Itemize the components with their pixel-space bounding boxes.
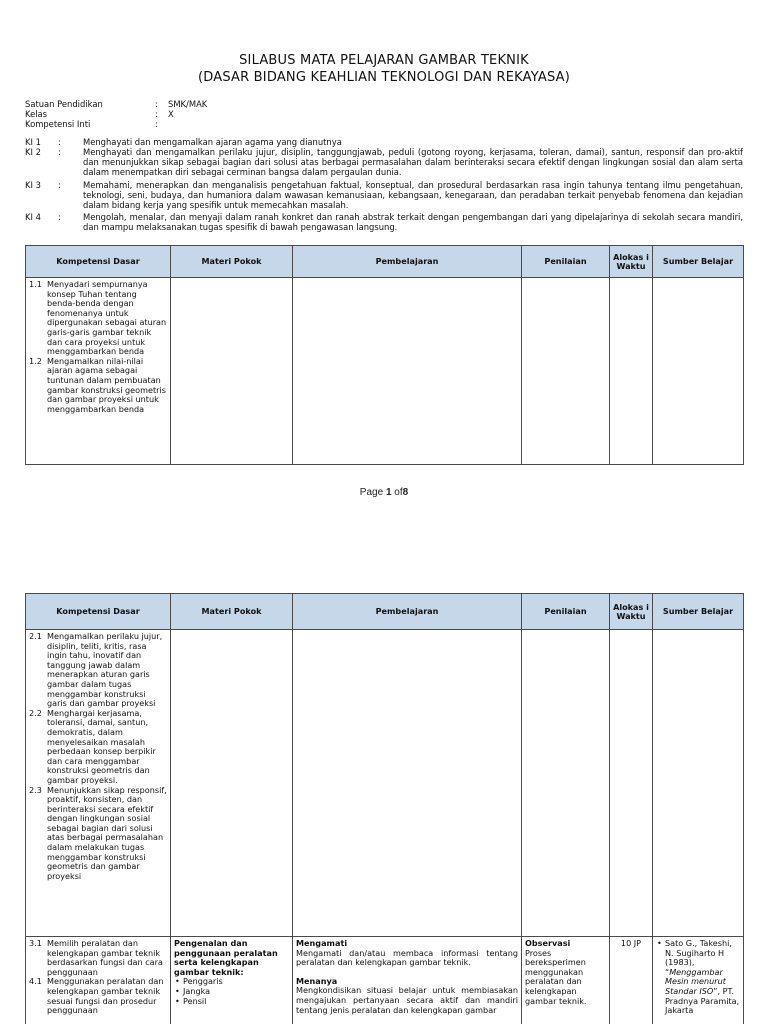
header-alokasi-waktu: Alokas i Waktu (610, 246, 653, 278)
sumber-cell (653, 937, 744, 1024)
materi-cell (171, 278, 293, 465)
kd-cell (26, 278, 171, 465)
materi-list (174, 977, 289, 1006)
header-penilaian: Penilaian (522, 246, 610, 278)
materi-title: Pengenalan dan penggunaan peralatan serta kelengkapan gambar teknik: (174, 938, 278, 977)
kd-item-2-2: 2.2 Menghargai kerjasama, toleransi, damai, santun, demokratis, dalam menyelesaikan masalah perbedaan konsep berpikir dan cara menggambar konstruksi geometris dan gambar proyeksi. (29, 707, 156, 785)
page-footer: Page 1 of8 (359, 487, 409, 498)
waktu-cell (610, 630, 653, 937)
kd-cell (26, 630, 171, 937)
kd-item-3-1: 3.1 Memilih peralatan dan kelengkapan gambar teknik berdasarkan fungsi dan cara penggunaan (29, 938, 163, 977)
table-row (26, 630, 744, 937)
current-page-number: 1 (385, 487, 392, 498)
kd-item-4-1: 4.1 Menggunakan peralatan dan kelengkapan gambar teknik sesuai fungsi dan prosedur penggunaan (29, 976, 164, 1016)
kd-item-1-2: 1.2 Mengamalkan nilai-nilai ajaran agama sebagai tuntunan dalam pembuatan gambar konstruksi geometris dan gambar proyeksi untuk menggambarkan benda (29, 355, 166, 414)
penilaian-cell (522, 630, 610, 937)
pembelajaran-cell (293, 278, 522, 465)
header-sumber-belajar: Sumber Belajar (653, 594, 744, 630)
header-pembelajaran: Pembelajaran (293, 246, 522, 278)
waktu-cell: 10 JP (610, 937, 653, 1024)
sumber-cell (653, 278, 744, 465)
list-item: • Penggaris (174, 977, 289, 987)
pembelajaran-heading-menanya: Menanya (296, 975, 338, 986)
document-page-2 (0, 540, 768, 1024)
kd-item-1-1: 1.1 Menyadari sempurnanya konsep Tuhan tentang benda-benda dengan fenomenanya untuk dipergunakan sebagai aturan garis-garis gambar teknik dan cara proyeksi untuk menggambarkan benda (29, 279, 167, 357)
waktu-cell (610, 278, 653, 465)
table-header-row (26, 594, 744, 630)
header-pembelajaran: Pembelajaran (293, 594, 522, 630)
table-row (26, 278, 744, 465)
kd-item-2-3: 2.3 Menunjukkan sikap responsif, proaktif, konsisten, dan berinteraksi secara efektif dengan lingkungan sosial sebagai bagian dari solusi atas berbagai permasalahan dalam melakukan tugas menggambar konstruksi geometris dan gambar proyeksi (29, 784, 167, 881)
pembelajaran-cell (293, 937, 522, 1024)
list-item: • Jangka (174, 987, 289, 997)
list-item: • Pensil (174, 997, 289, 1007)
ki-1: KI 1 : Menghayati dan mengamalkan ajaran agama yang dianutnya (25, 137, 342, 147)
syllabus-table-page-2 (25, 593, 744, 1024)
header-penilaian: Penilaian (522, 594, 610, 630)
pembelajaran-text-mengamati: Mengamati dan/atau membaca informasi tentang peralatan dan kelengkapan gambar teknik. (296, 947, 518, 968)
ki-2: KI 2 : Menghayati dan mengamalkan perilaku jujur, disiplin, tanggungjawab, peduli (gotong royong, kerjasama, toleran, damai), santun, responsif dan pro-aktif dan menunjukkan sikap sebagai bagian dari solusi atas berbagai permasalahan dalam berinteraksi secara efektif dengan lingkungan sosial dan alam serta dalam menempatkan diri sebagai cerminan bangsa dalam pergaulan dunia. (25, 147, 743, 178)
penilaian-text: Proses bereksperimen menggunakan peralatan dan kelengkapan gambar teknik. (525, 947, 587, 1006)
ki-3: KI 3 : Memahami, menerapkan dan menganalisis pengetahuan faktual, konseptual, dan prosedural berdasarkan rasa ingin tahunya tentang ilmu pengetahuan, teknologi, seni, budaya, dan humaniora dalam wawasan kemanusiaan, kebangsaan, kenegaraan, dan peradaban terkait penyebab fenomena dan kejadian dalam bidang kerja yang spesifik untuk memecahkan masalah. (25, 180, 743, 211)
kd-cell (26, 937, 171, 1024)
syllabus-table-page-1 (25, 245, 744, 465)
ki-4: KI 4 : Mengolah, menalar, dan menyaji dalam ranah konkret dan ranah abstrak terkait dengan pengembangan dari yang dipelajarinya di sekolah secara mandiri, dan mampu melaksanakan tugas spesifik di bawah pengawasan langsung. (25, 212, 743, 233)
table-header-row (26, 246, 744, 278)
sumber-cell (653, 630, 744, 937)
total-page-number: 8 (402, 487, 409, 498)
document-subtitle: (DASAR BIDANG KEAHLIAN TEKNOLOGI DAN REKAYASA) (197, 70, 571, 85)
header-alokasi-waktu: Alokas i Waktu (610, 594, 653, 630)
header-materi-pokok: Materi Pokok (171, 246, 293, 278)
materi-cell (171, 937, 293, 1024)
document-page-1: SILABUS MATA PELAJARAN GAMBAR TEKNIK (DASAR BIDANG KEAHLIAN TEKNOLOGI DAN REKAYASA) Satuan Pendidikan : SMK/MAK Kelas : X Kompetensi Inti : KI 1 : Menghayati dan mengamalkan ajaran agama yang dianutnya KI 2 : Menghayati dan mengamalkan perilaku jujur, disiplin, tanggungjawab, peduli (gotong royong, kerjasama, toleran, damai), santun, responsif dan pro-aktif dan menunjukkan sikap sebagai bagian dari solusi atas berbagai permasalahan dalam berinteraksi secara efektif dengan lingkungan sosial dan alam serta dalam menempatkan diri sebagai cerminan bangsa dalam pergaulan dunia. KI 3 : Memahami, menerapkan dan menganalisis pengetahuan faktual, konseptual, dan prosedural berdasarkan rasa ingin tahunya tentang ilmu pengetahuan, teknologi, seni, budaya, dan humaniora dalam wawasan kemanusiaan, kebangsaan, kenegaraan, dan peradaban terkait penyebab fenomena dan kejadian dalam bidang kerja yang spesifik untuk memecahkan masalah. KI 4 : Mengolah, menalar, dan menyaji dalam ranah konkret dan ranah abstrak terkait dengan pengembangan dari yang dipelajarinya di sekolah secara mandiri, dan mampu melaksanakan tugas spesifik di bawah pengawasan langsung. Kompetensi Dasar Materi Pokok Pembelajaran Penilaian Alokas i Waktu Sumber Belajar 1.1 Menyadari sempurnanya konsep Tuhan tentang benda-benda dengan fenomenanya untuk dipergunakan sebagai aturan garis-garis gambar teknik dan cara proyeksi untuk menggambarkan benda 1.2 Mengamalkan nilai-nilai ajaran agama sebagai tuntunan dalam pembuatan gambar konstruksi geometris dan gambar proyeksi untuk menggambarkan benda Page 1 of8 (0, 0, 768, 540)
list-item: • Sato G., Takeshi, N. Sugiharto H (1983), “Menggambar Mesin menurut Standar ISO”, PT. Pradnya Paramita, Jakarta (656, 939, 740, 1016)
pembelajaran-cell (293, 630, 522, 937)
penilaian-cell (522, 278, 610, 465)
kd-item-2-1: 2.1 Mengamalkan perilaku jujur, disiplin, teliti, kritis, rasa ingin tahu, inovatif dan tanggung jawab dalam menerapkan aturan garis gambar dalam tugas menggambar konstruksi garis dan gambar proyeksi (29, 631, 163, 709)
header-sumber-belajar: Sumber Belajar (653, 246, 744, 278)
materi-cell (171, 630, 293, 937)
header-kompetensi-dasar: Kompetensi Dasar (26, 594, 171, 630)
document-title: SILABUS MATA PELAJARAN GAMBAR TEKNIK (239, 53, 529, 68)
header-kompetensi-dasar: Kompetensi Dasar (26, 246, 171, 278)
pembelajaran-heading-mengamati: Mengamati (296, 938, 348, 948)
penilaian-cell (522, 937, 610, 1024)
pembelajaran-text-menanya: Mengkondisikan situasi belajar untuk membiasakan mengajukan pertanyaan secara aktif dan mandiri tentang jenis peralatan dan kelengkapan gambar (296, 985, 518, 1015)
table-row (26, 937, 744, 1024)
header-materi-pokok: Materi Pokok (171, 594, 293, 630)
penilaian-heading: Observasi (525, 938, 571, 948)
